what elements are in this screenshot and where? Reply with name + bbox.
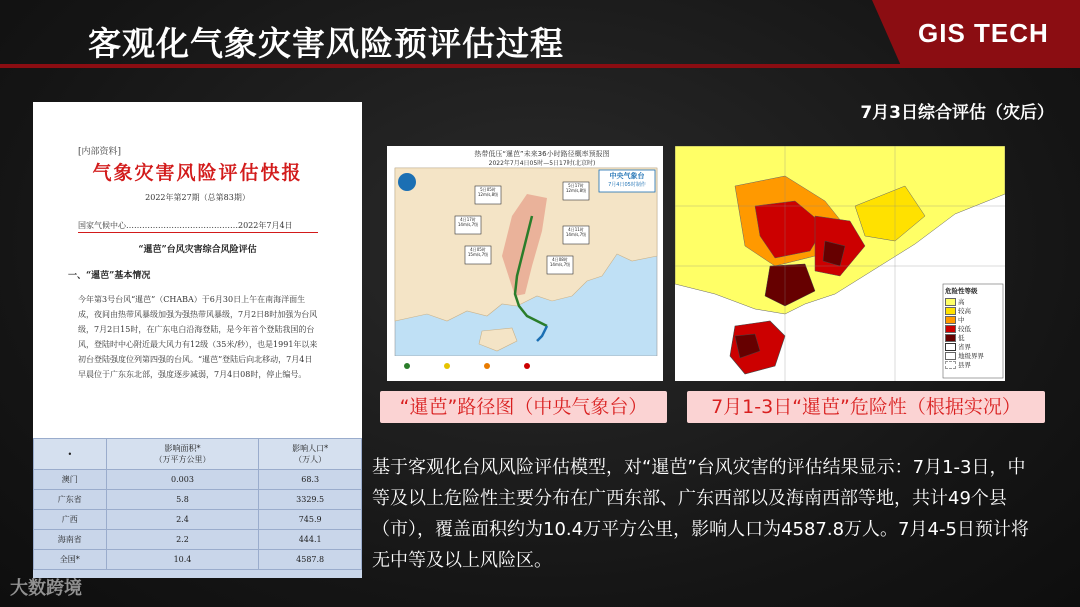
table-cell: 3329.5 bbox=[259, 490, 362, 510]
legend-swatch bbox=[945, 325, 956, 333]
table-row bbox=[34, 530, 362, 550]
doc-meta: 国家气候中心……………………………………2022年7月4日 bbox=[78, 221, 293, 230]
slide-subtitle: 7月3日综合评估（灾后） bbox=[860, 103, 1054, 123]
legend-item bbox=[945, 342, 1003, 351]
watermark: 大数跨境 bbox=[10, 578, 82, 599]
legend-item bbox=[945, 306, 1003, 315]
table-cell: 745.9 bbox=[259, 510, 362, 530]
doc-red-line bbox=[78, 232, 318, 233]
table-header: • bbox=[34, 439, 107, 470]
legend-label: 较低 bbox=[958, 325, 971, 333]
risk-legend-title: 危险性等级 bbox=[945, 287, 978, 295]
legend-swatch bbox=[945, 352, 956, 360]
doc-tag: [内部资料] bbox=[78, 147, 122, 157]
slide-title: 客观化气象灾害风险预评估过程 bbox=[88, 24, 564, 63]
table-cell: 澳门 bbox=[34, 470, 107, 490]
table-row bbox=[34, 550, 362, 570]
legend-item bbox=[945, 333, 1003, 342]
legend-label: 地级界界 bbox=[958, 352, 984, 360]
legend-label: 低 bbox=[958, 334, 965, 342]
track-label: 4日08时 14m/s,7级 bbox=[549, 257, 571, 267]
track-label: 4日17时 14m/s,7级 bbox=[457, 217, 479, 227]
table-cell: 2.4 bbox=[106, 510, 259, 530]
table-cell: 海南省 bbox=[34, 530, 107, 550]
bulletin-document bbox=[33, 102, 362, 578]
legend-label: 高 bbox=[958, 298, 965, 306]
table-cell: 10.4 bbox=[106, 550, 259, 570]
legend-swatch bbox=[945, 334, 956, 342]
table-cell: 68.3 bbox=[259, 470, 362, 490]
impact-table bbox=[33, 438, 362, 578]
brand-slant bbox=[872, 0, 902, 68]
title-underline bbox=[0, 64, 905, 68]
table-header: 影响人口* （万人） bbox=[259, 439, 362, 470]
track-label: 4日11时 14m/s,7级 bbox=[565, 227, 587, 237]
legend-label: 较高 bbox=[958, 307, 971, 315]
legend-item bbox=[945, 360, 1003, 369]
track-label: 4日05时 15m/s,7级 bbox=[467, 247, 489, 257]
doc-section-title: 一、“暹芭”基本情况 bbox=[68, 271, 151, 281]
risk-level-map bbox=[675, 146, 1005, 381]
track-label: 5日05时 12m/s,8级 bbox=[477, 187, 499, 197]
legend-item bbox=[945, 324, 1003, 333]
legend-item bbox=[945, 297, 1003, 306]
track-label: 5日17时 12m/s,8级 bbox=[565, 183, 587, 193]
legend-label: 省界 bbox=[958, 343, 971, 351]
legend-swatch bbox=[945, 307, 956, 315]
assessment-summary: 基于客观化台风风险评估模型，对“暹芭”台风灾害的评估结果显示：7月1-3日，中等及以上危险性主要分布在广西东部、广东西部以及海南西部等地，共计49个县（市），覆盖面积约为10.4万平方公里，影响人口为4587.8万人。7月4-5日预计将无中等及以上风险区。 bbox=[372, 457, 1029, 571]
doc-heading: 气象灾害风险评估快报 bbox=[92, 162, 303, 184]
legend-swatch bbox=[945, 298, 956, 306]
table-row bbox=[34, 470, 362, 490]
doc-issue: 2022年第27期（总第83期） bbox=[145, 193, 250, 202]
table-cell: 4587.8 bbox=[259, 550, 362, 570]
legend-label: 县界 bbox=[958, 361, 971, 369]
legend-label: 中 bbox=[958, 316, 965, 324]
typhoon-track-map bbox=[387, 146, 663, 381]
legend-swatch bbox=[945, 343, 956, 351]
track-map-title: 热带低压“暹芭”未来36小时路径概率预报图 bbox=[474, 150, 610, 158]
doc-paragraph: 今年第3号台风“暹芭”（CHABA）于6月30日上午在南海洋面生成，夜间由热带风暴级加强为强热带风暴级，7月2日8时加强为台风级，7月2日15时，在广东电白沿海登陆，是今年首个登陆我国的台风，登陆时中心附近最大风力有12级（35米/秒），也是1991年以来初台登陆强度位列第四强的台风。“暹芭”登陆后向北移动，7月4日早晨位于广东东北部，强度逐步减弱，7月4日08时，停止编号。 bbox=[78, 295, 318, 379]
table-row bbox=[34, 510, 362, 530]
risk-legend bbox=[945, 286, 1003, 369]
table-cell: 5.8 bbox=[106, 490, 259, 510]
table-cell: 0.003 bbox=[106, 470, 259, 490]
doc-subheading: “暹芭”台风灾害综合风险评估 bbox=[138, 245, 257, 255]
track-map-issuer-time: 7月4日05时制作 bbox=[608, 182, 646, 188]
table-cell: 广东省 bbox=[34, 490, 107, 510]
table-header: 影响面积* （万平方公里） bbox=[106, 439, 259, 470]
table-cell: 广西 bbox=[34, 510, 107, 530]
track-map-issuer: 中央气象台 bbox=[609, 172, 645, 180]
brand-logo: GIS TECH bbox=[918, 18, 1049, 48]
caption-risk-map: 7月1-3日“暹芭”危险性（根据实况） bbox=[687, 391, 1045, 423]
table-cell: 444.1 bbox=[259, 530, 362, 550]
title-bar bbox=[0, 0, 1080, 70]
legend-swatch bbox=[945, 316, 956, 324]
legend-item bbox=[945, 315, 1003, 324]
table-cell: 全国* bbox=[34, 550, 107, 570]
caption-track-map: “暹芭”路径图（中央气象台） bbox=[380, 391, 667, 423]
track-map-subtitle: 2022年7月4日05时—5日17时(北京时) bbox=[488, 160, 596, 167]
table-cell: 2.2 bbox=[106, 530, 259, 550]
legend-item bbox=[945, 351, 1003, 360]
table-row bbox=[34, 490, 362, 510]
legend-swatch bbox=[945, 361, 956, 369]
